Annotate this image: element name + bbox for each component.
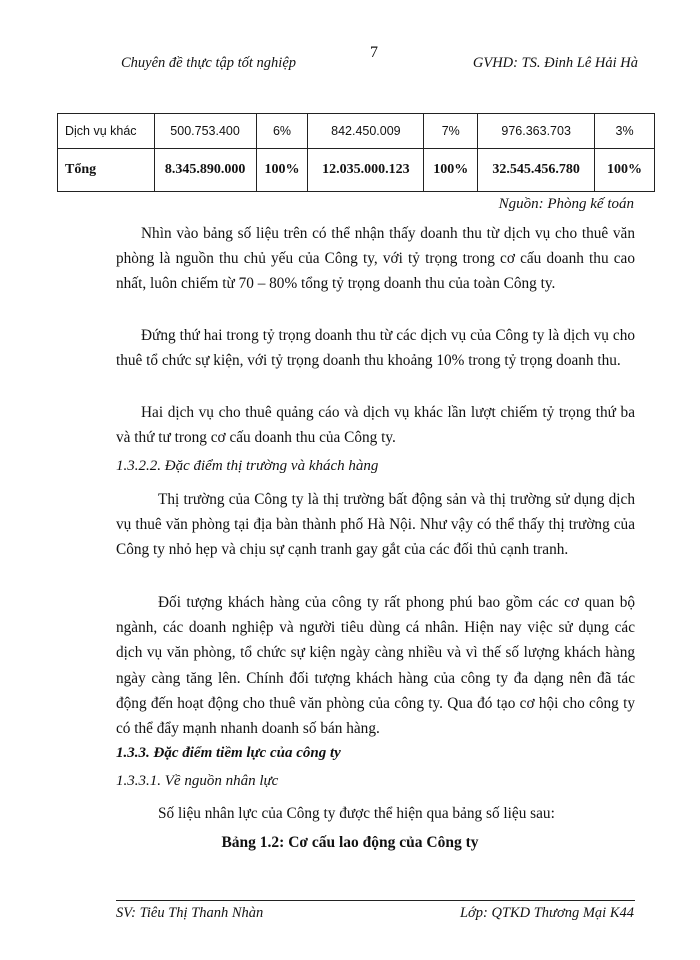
cell-percent: 100%: [256, 149, 308, 192]
cell-percent: 6%: [256, 114, 308, 149]
header-advisor: GVHD: TS. Đinh Lê Hải Hà: [472, 55, 638, 71]
section-heading: 1.3.2.2. Đặc điểm thị trường và khách hàng: [116, 458, 379, 474]
cell-value: 8.345.890.000: [154, 149, 256, 192]
paragraph: Thị trường của Công ty là thị trường bất động sản và thị trường sử dụng dịch vụ thuê văn phòng tại địa bàn thành phố Hà Nội. Như vậy có thể thấy thị trường của Công ty nhỏ hẹp và chịu sự cạnh tranh gay gắt của các đối thủ cạnh tranh.: [116, 491, 635, 559]
cell-value: 842.450.009: [308, 114, 424, 149]
cell-value: 12.035.000.123: [308, 149, 424, 192]
row-label: Tổng: [58, 149, 155, 192]
footer-student: SV: Tiêu Thị Thanh Nhàn: [116, 905, 264, 921]
source-note: Nguồn: Phòng kế toán: [498, 196, 634, 212]
footer-class: Lớp: QTKD Thương Mại K44: [459, 905, 634, 921]
paragraph: Đối tượng khách hàng của công ty rất phong phú bao gồm các cơ quan bộ ngành, các doanh nghiệp và người tiêu dùng cá nhân. Hiện nay việc sử dụng các dịch vụ văn phòng, tổ chức sự kiện ngày càng nhiều và vì thế số lượng khách hàng ngày càng tăng lên. Chính đối tượng khách hàng của công ty đa dạng nên đã tác động đến hoạt động cho thuê văn phòng của công ty. Qua đó tạo cơ hội cho công ty có thể đẩy mạnh nhanh doanh số bán hàng.: [116, 594, 635, 738]
cell-percent: 100%: [595, 149, 655, 192]
cell-percent: 7%: [424, 114, 478, 149]
cell-value: 976.363.703: [478, 114, 595, 149]
table-caption: Bảng 1.2: Cơ cấu lao động của Công ty: [221, 834, 479, 851]
section-heading: 1.3.3.1. Về nguồn nhân lực: [116, 773, 279, 789]
cell-value: 32.545.456.780: [478, 149, 595, 192]
cell-percent: 3%: [595, 114, 655, 149]
header-title: Chuyên đề thực tập tốt nghiệp: [121, 55, 297, 71]
cell-percent: 100%: [424, 149, 478, 192]
page-number: 7: [370, 44, 378, 61]
paragraph: Đứng thứ hai trong tỷ trọng doanh thu từ các dịch vụ của Công ty là dịch vụ cho thuê tổ chức sự kiện, với tỷ trọng doanh thu khoảng 10% trong tỷ trọng doanh thu.: [116, 327, 635, 370]
row-label: Dịch vụ khác: [58, 114, 155, 149]
table-row: [58, 149, 655, 192]
section-heading: 1.3.3. Đặc điểm tiềm lực của công ty: [116, 745, 341, 761]
table-row: [58, 114, 655, 149]
footer-divider: [116, 900, 635, 901]
cell-value: 500.753.400: [154, 114, 256, 149]
paragraph: Hai dịch vụ cho thuê quảng cáo và dịch vụ khác lần lượt chiếm tỷ trọng thứ ba và thứ tư trong cơ cấu doanh thu của Công ty.: [116, 404, 635, 447]
paragraph: Nhìn vào bảng số liệu trên có thể nhận thấy doanh thu từ dịch vụ cho thuê văn phòng là nguồn thu chủ yếu của Công ty, với tỷ trọng trong cơ cấu doanh thu cao nhất, luôn chiếm từ 70 – 80% tổng tỷ trọng doanh thu của toàn Công ty.: [116, 225, 635, 293]
paragraph: Số liệu nhân lực của Công ty được thể hiện qua bảng số liệu sau:: [158, 805, 555, 822]
revenue-table: [57, 113, 655, 192]
